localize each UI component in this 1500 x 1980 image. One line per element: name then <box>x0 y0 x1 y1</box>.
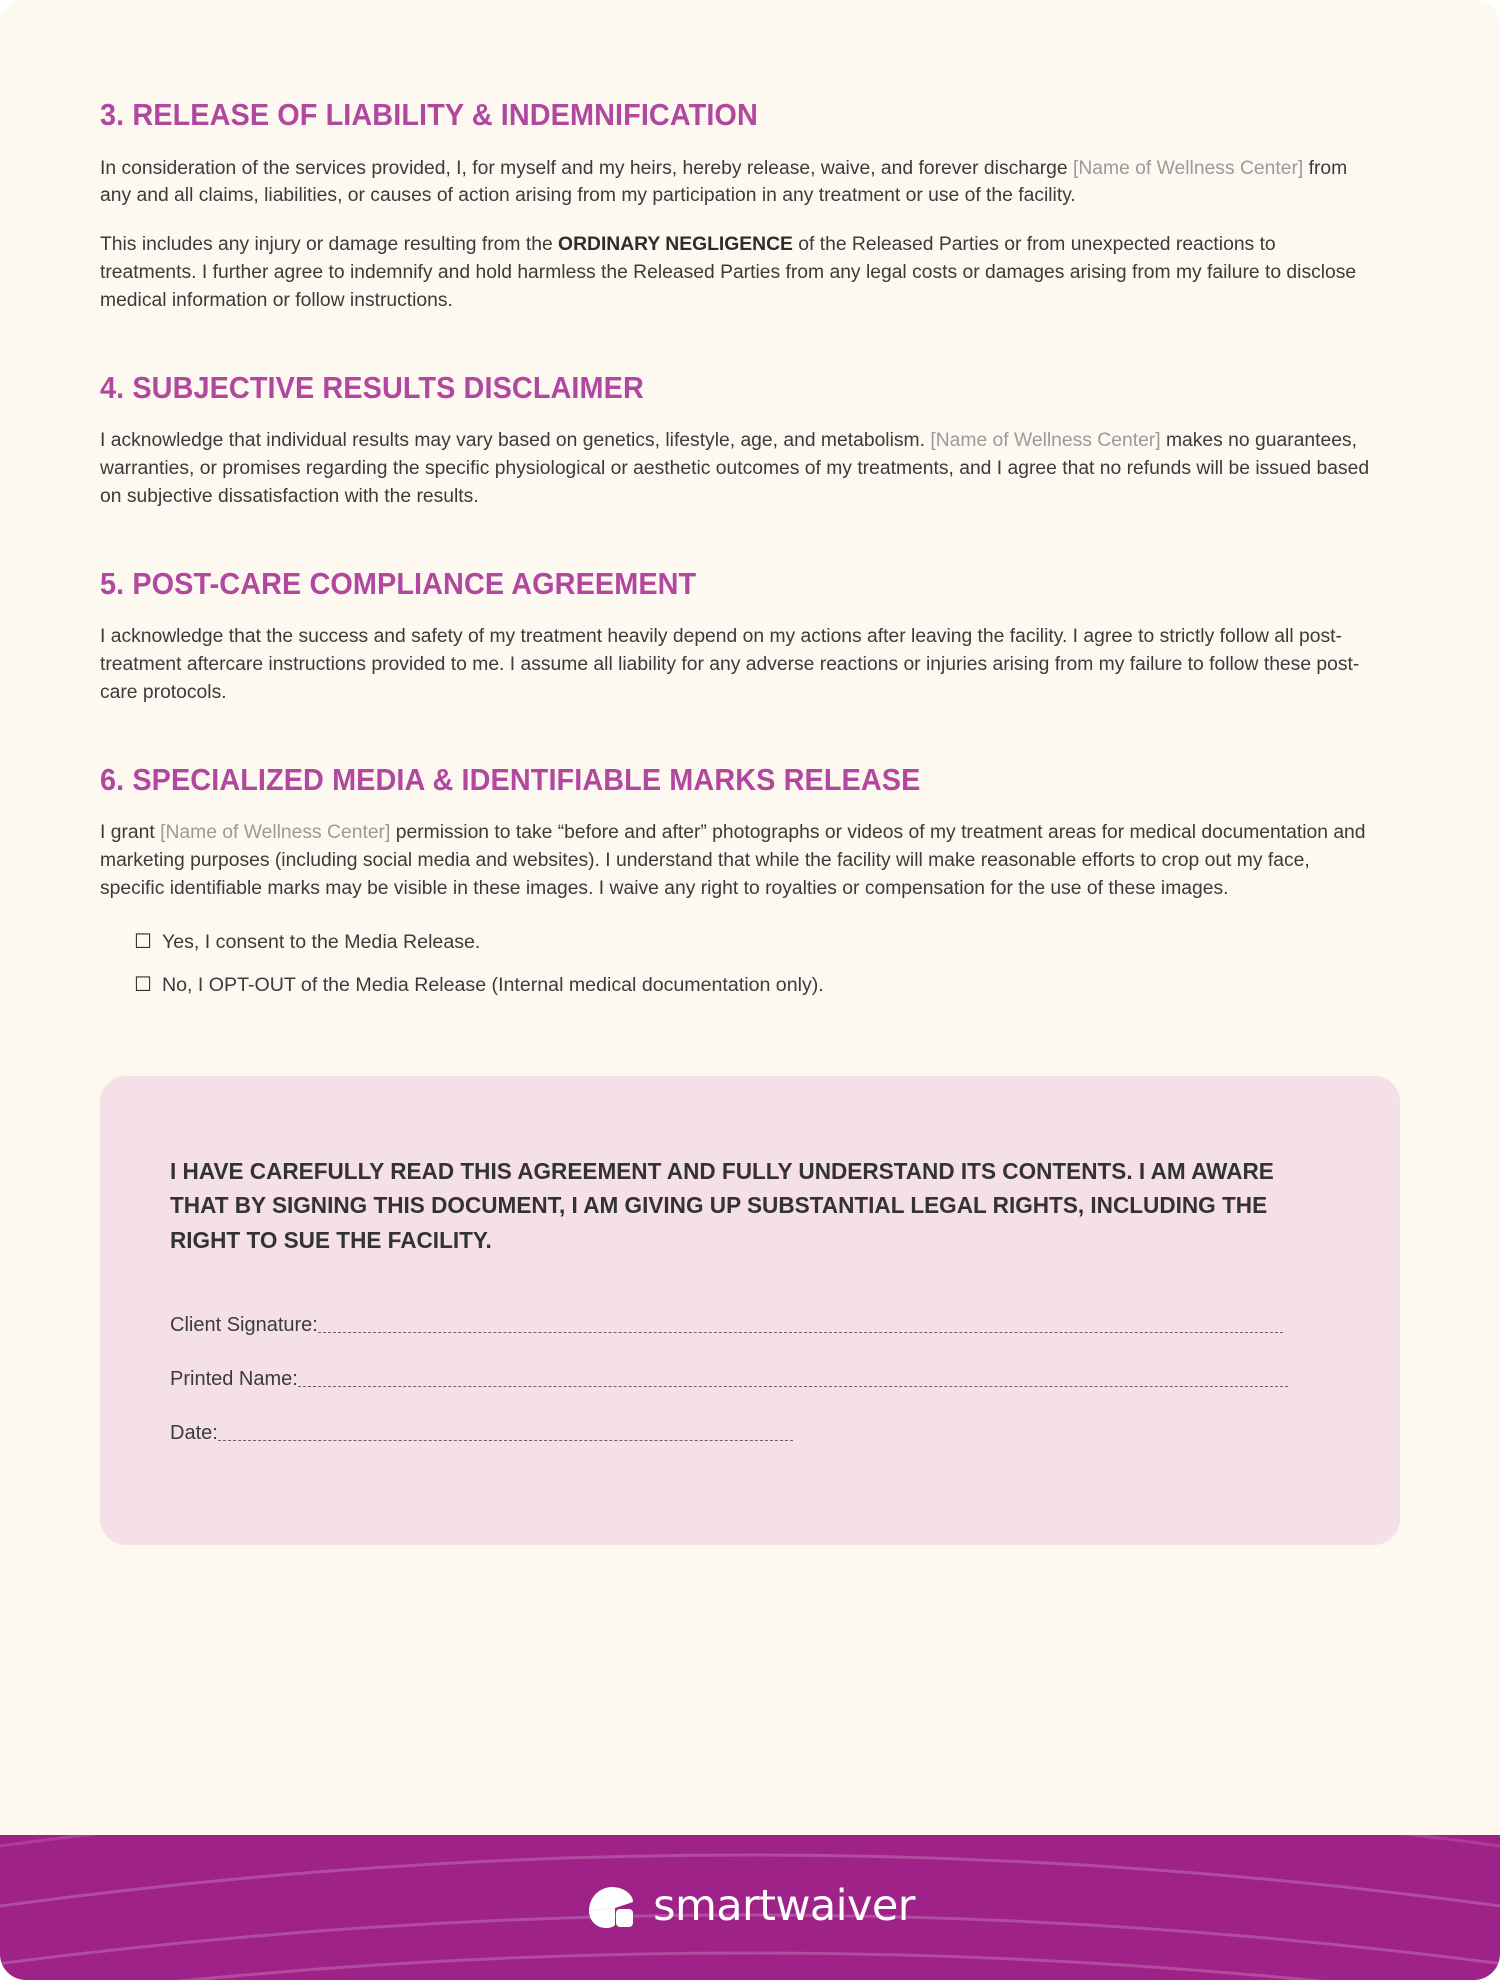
text-run: makes no guarantees, warranties, or promises regarding the specific physiological or aesthetic outcomes of my treatments, and I agree that no refunds will be issued based on subjective dissatisfaction with the results. <box>100 429 1370 507</box>
section-heading-5: 5. POST-CARE COMPLIANCE AGREEMENT <box>100 565 697 601</box>
checkbox-icon[interactable]: ☐ <box>134 928 152 953</box>
option-label: No, I OPT-OUT of the Media Release (Internal medical documentation only). <box>161 974 824 997</box>
wellness-center-placeholder: [Name of Wellness Center] <box>160 821 391 844</box>
smartwaiver-logo-icon <box>585 1885 637 1931</box>
text-run: permission to take “before and after” photographs or videos of my treatment areas for medical documentation and marketing purposes (including social media and websites). I understand that while the facility will make reasonable efforts to crop out my face, specific identifiable marks may be visible in these images. I waive any right to royalties or compensation for the use of these images. <box>100 821 1366 899</box>
section-heading-4: 4. SUBJECTIVE RESULTS DISCLAIMER <box>100 369 644 405</box>
text-run: In consideration of the services provided, I, for myself and my heirs, hereby release, waive, and forever discharge <box>100 156 1073 179</box>
text-run: I acknowledge that the success and safety of my treatment heavily depend on my actions after leaving the facility. I agree to strictly follow all post-treatment aftercare instructions provided to me. I assume all liability for any adverse reactions or injuries arising from my failure to follow these post-care protocols. <box>100 625 1360 703</box>
section-heading-6: 6. SPECIALIZED MEDIA & IDENTIFIABLE MARKS RELEASE <box>100 761 921 797</box>
client-signature-row[interactable] <box>170 1313 1340 1337</box>
brand-wordmark: smartwaiver <box>653 1880 915 1931</box>
acknowledgement-statement: I HAVE CAREFULLY READ THIS AGREEMENT AND FULLY UNDERSTAND ITS CONTENTS. I AM AWARE THAT BY SIGNING THIS DOCUMENT, I AM GIVING UP SUBSTANTIAL LEGAL RIGHTS, INCLUDING THE RIGHT TO SUE THE FACILITY. <box>170 1157 1274 1253</box>
date-row[interactable] <box>170 1421 1340 1445</box>
section-4-paragraph-1 <box>100 406 1371 510</box>
media-release-options <box>100 903 1400 1000</box>
printed-name-input[interactable] <box>298 1385 1288 1387</box>
media-release-option-no[interactable] <box>100 972 1400 999</box>
client-signature-input[interactable] <box>318 1331 1283 1333</box>
text-run: This includes any injury or damage resulting from the <box>100 233 559 256</box>
document-content <box>100 0 1400 1545</box>
section-6-paragraph-1 <box>100 798 1371 902</box>
section-heading-3: 3. RELEASE OF LIABILITY & INDEMNIFICATION <box>100 97 758 132</box>
brand-lockup <box>0 1835 1500 1980</box>
section-3-paragraph-1 <box>100 134 1371 211</box>
section-5-paragraph-1 <box>100 602 1371 706</box>
option-label: Yes, I consent to the Media Release. <box>161 930 481 953</box>
media-release-option-yes[interactable] <box>100 929 1400 956</box>
text-run: I grant <box>100 821 161 844</box>
date-input[interactable] <box>218 1439 793 1441</box>
wellness-center-placeholder: [Name of Wellness Center] <box>930 429 1161 452</box>
wellness-center-placeholder: [Name of Wellness Center] <box>1072 156 1304 179</box>
client-signature-label: Client Signature: <box>170 1314 318 1337</box>
page-footer <box>0 1835 1500 1980</box>
section-3-paragraph-2 <box>100 210 1371 314</box>
printed-name-row[interactable] <box>170 1367 1340 1391</box>
signature-panel <box>100 1076 1400 1546</box>
text-run: of the Released Parties or from unexpected reactions to treatments. I further agree to indemnify and hold harmless the Released Parties from any legal costs or damages arising from my failure to disclose medical information or follow instructions. <box>100 233 1357 311</box>
text-run: from any and all claims, liabilities, or causes of action arising from my participation in any treatment or use of the facility. <box>100 156 1348 207</box>
date-label: Date: <box>170 1422 218 1445</box>
ordinary-negligence-emphasis: ORDINARY NEGLIGENCE <box>558 233 793 256</box>
printed-name-label: Printed Name: <box>170 1368 298 1391</box>
text-run: I acknowledge that individual results may vary based on genetics, lifestyle, age, and metabolism. <box>100 429 931 452</box>
checkbox-icon[interactable]: ☐ <box>134 972 152 997</box>
